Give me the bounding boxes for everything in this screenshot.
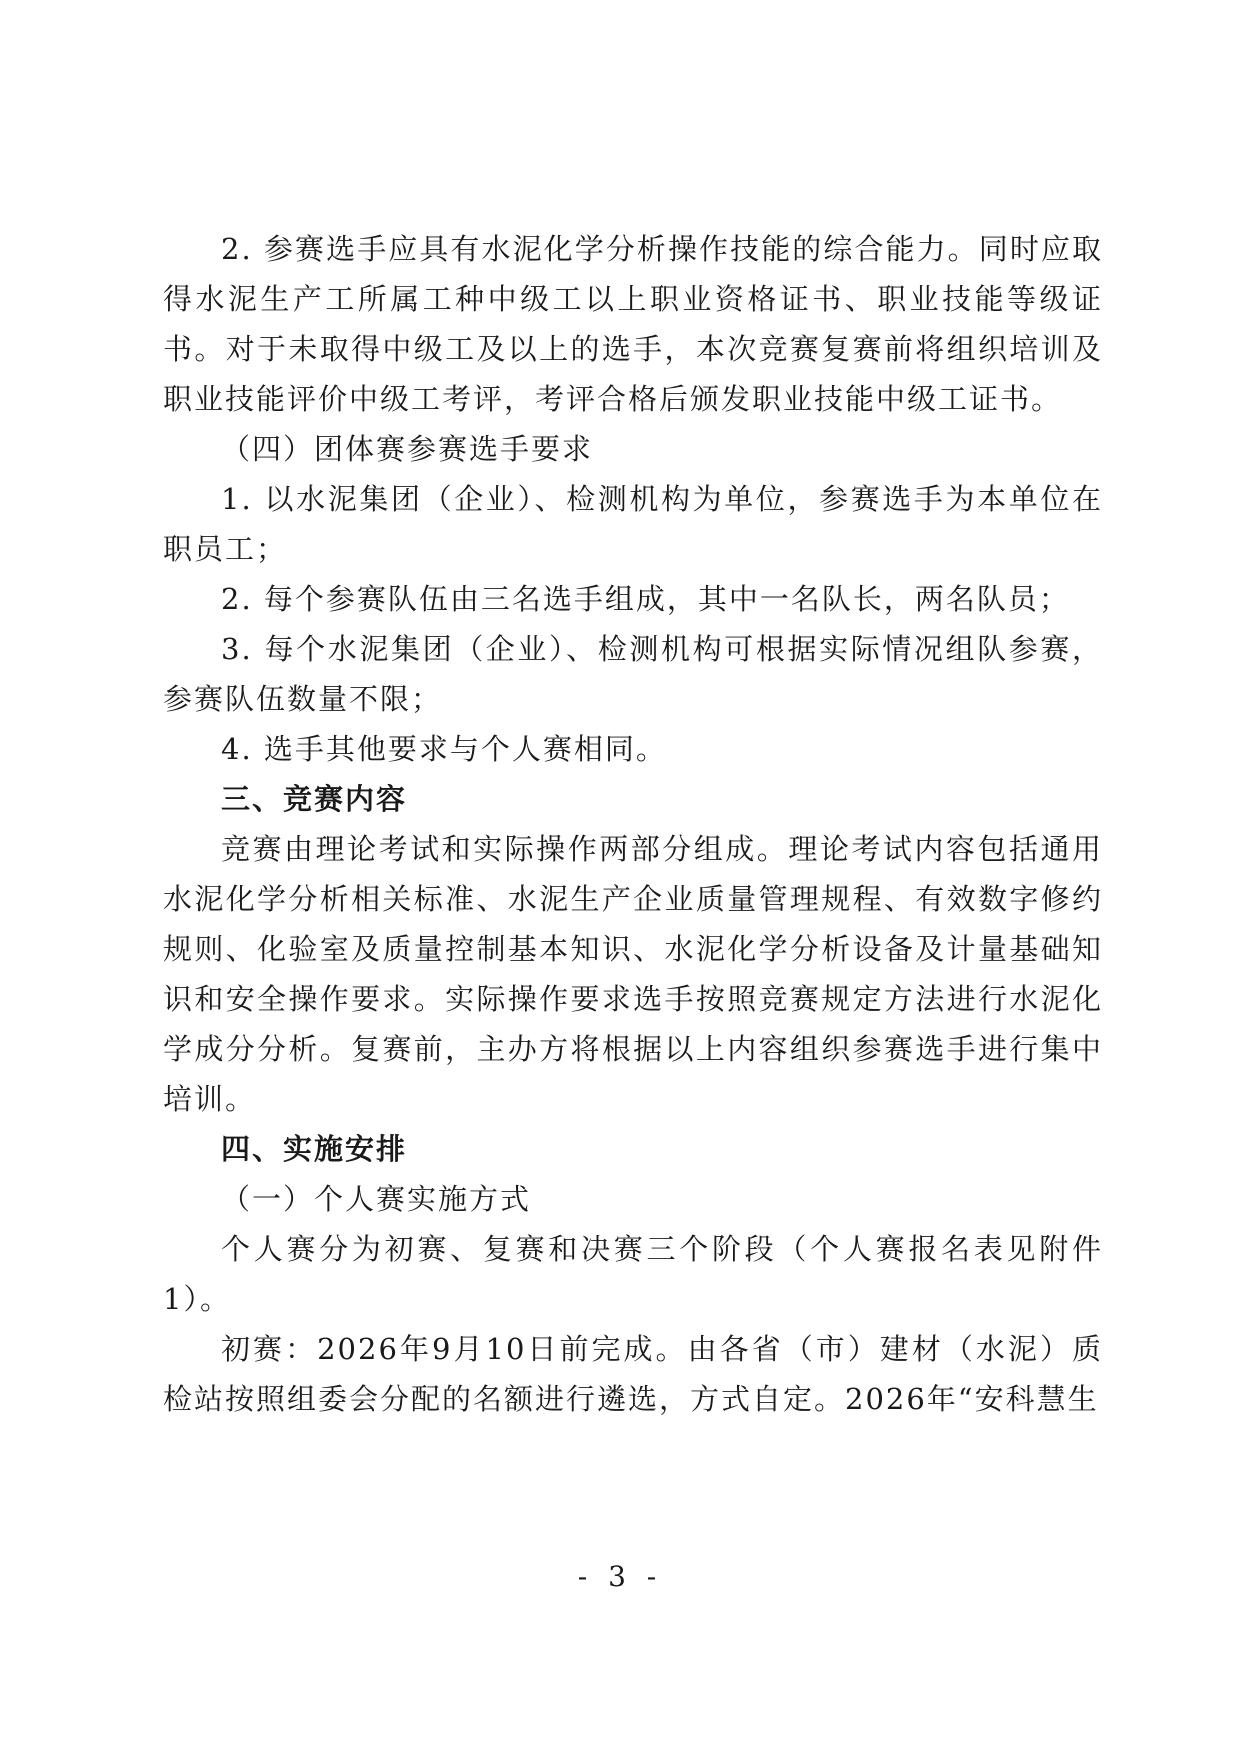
- document-body: [163, 224, 1103, 1424]
- paragraph-preliminary: 初赛：2026年9月10日前完成。由各省（市）建材（水泥）质检站按照组委会分配的名额进行遴选，方式自定。2026年“安科慧生: [163, 1332, 1103, 1416]
- paragraph-team-2: 2. 每个参赛队伍由三名选手组成，其中一名队长，两名队员；: [221, 582, 1070, 616]
- heading-competition-content: 三、竞赛内容: [221, 782, 408, 816]
- paragraph-team-1: 1. 以水泥集团（企业）、检测机构为单位，参赛选手为本单位在职员工；: [163, 482, 1103, 566]
- paragraph-requirement-2: 2. 参赛选手应具有水泥化学分析操作技能的综合能力。同时应取得水泥生产工所属工种中级工以上职业资格证书、职业技能等级证书。对于未取得中级工及以上的选手，本次竞赛复赛前将组织培训及职业技能评价中级工考评，考评合格后颁发职业技能中级工证书。: [163, 232, 1103, 416]
- section-individual-method-title: （一）个人赛实施方式: [221, 1182, 532, 1216]
- paragraph-team-4: 4. 选手其他要求与个人赛相同。: [221, 732, 667, 766]
- paragraph-individual-stages: 个人赛分为初赛、复赛和决赛三个阶段（个人赛报名表见附件1）。: [163, 1232, 1103, 1316]
- heading-implementation: 四、实施安排: [221, 1132, 408, 1166]
- page-number: - 3 -: [577, 1560, 663, 1593]
- section-team-requirements-title: （四）团体赛参赛选手要求: [221, 432, 594, 466]
- paragraph-competition-content: 竞赛由理论考试和实际操作两部分组成。理论考试内容包括通用水泥化学分析相关标准、水泥生产企业质量管理规程、有效数字修约规则、化验室及质量控制基本知识、水泥化学分析设备及计量基础知识和安全操作要求。实际操作要求选手按照竞赛规定方法进行水泥化学成分分析。复赛前，主办方将根据以上内容组织参赛选手进行集中培训。: [163, 832, 1103, 1116]
- paragraph-team-3: 3. 每个水泥集团（企业）、检测机构可根据实际情况组队参赛，参赛队伍数量不限；: [163, 632, 1103, 716]
